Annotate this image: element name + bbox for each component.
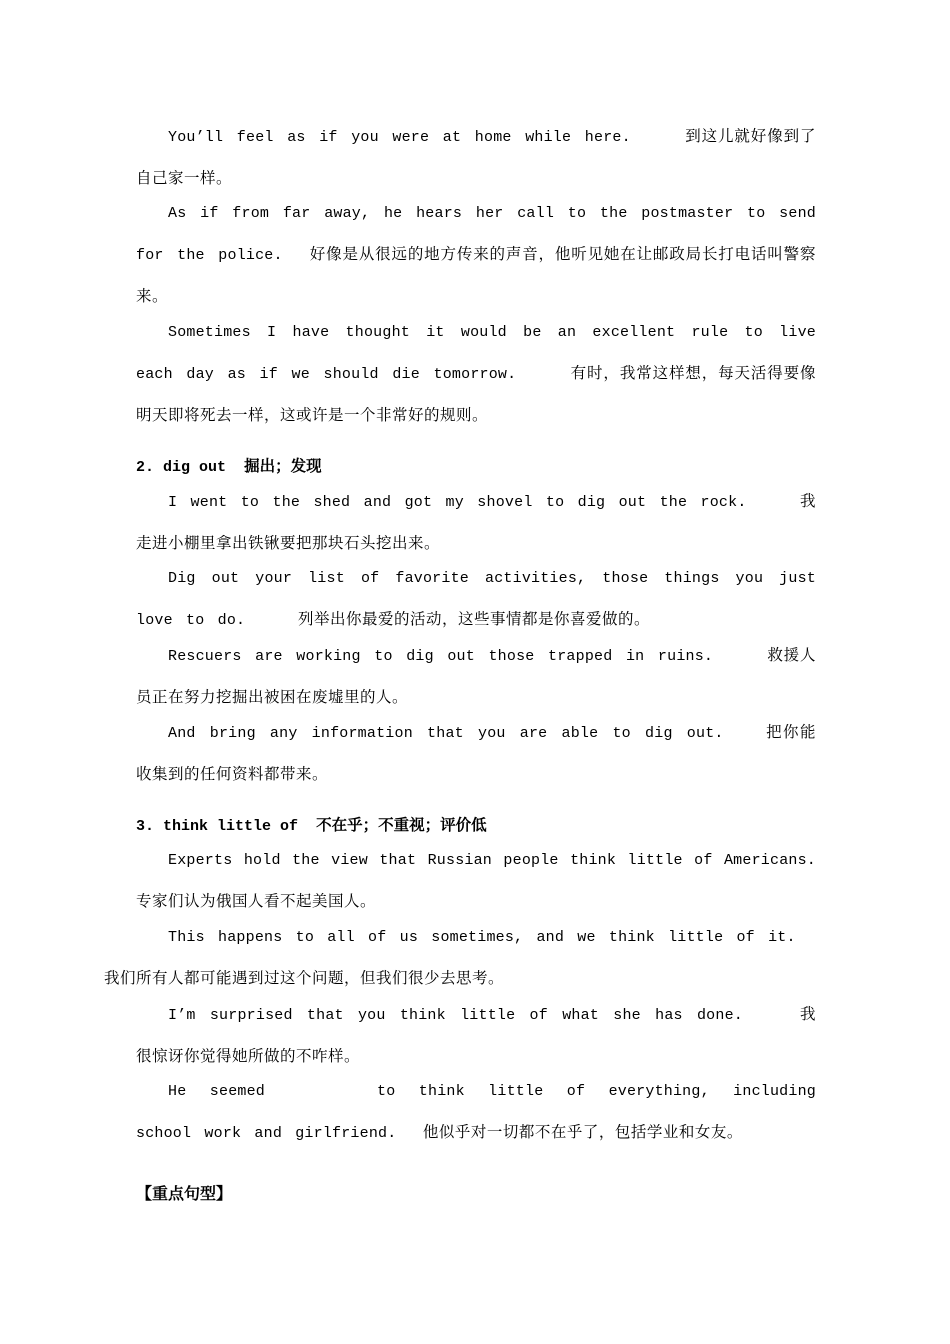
heading-meaning: 掘出；发现 [244, 457, 322, 475]
heading-meaning: 不在乎；不重视；评价低 [316, 816, 487, 834]
chinese-translation: 把你能收集到的任何资料都带来。 [136, 723, 816, 783]
chinese-translation: 好像是从很远的地方传来的声音，他听见她在让邮政局长打电话叫警察来。 [136, 245, 816, 305]
heading-phrase: think little of [163, 818, 299, 835]
chinese-translation: 他似乎对一切都不在乎了，包括学业和女友。 [422, 1123, 743, 1141]
english-sentence: As if from far away, he hears her call to the postmaster to send for the police. [136, 205, 816, 264]
example-sentence [136, 481, 816, 565]
example-sentence [136, 994, 816, 1078]
phrase-heading-think-little-of [136, 813, 816, 839]
english-sentence: And bring any information that you are able to dig out. [168, 725, 724, 742]
phrase-heading-dig-out [136, 454, 816, 480]
key-sentences-heading: 【重点句型】 [136, 1184, 233, 1203]
english-sentence-start: He seemed [168, 1083, 265, 1100]
example-sentence [104, 917, 816, 1000]
example-sentence [136, 840, 816, 923]
example-sentence [136, 312, 816, 437]
chinese-translation: 列举出你最爱的活动，这些事情都是你喜爱做的。 [298, 610, 651, 628]
example-sentence [136, 193, 816, 318]
example-sentence [136, 635, 816, 719]
example-sentence [136, 712, 816, 796]
chinese-translation: 有时，我常这样想，每天活得要像明天即将死去一样，这或许是一个非常好的规则。 [136, 364, 817, 424]
english-sentence: I went to the shed and got my shovel to dig out the rock. [168, 494, 747, 511]
english-sentence: Dig out your list of favorite activities, those things you just love to do. [136, 570, 816, 629]
heading-number: 3. [136, 818, 155, 835]
english-sentence: Sometimes I have thought it would be an excellent rule to live each day as if we should die tomorrow. [136, 324, 816, 383]
example-sentence [136, 558, 816, 641]
chinese-translation: 到这儿就好像到了自己家一样。 [136, 127, 816, 187]
example-sentence [136, 1071, 816, 1154]
chinese-translation: 专家们认为俄国人看不起美国人。 [136, 892, 377, 910]
chinese-translation: 我走进小棚里拿出铁锹要把那块石头挖出来。 [136, 492, 817, 552]
example-sentence [136, 116, 816, 200]
heading-phrase: dig out [163, 459, 227, 476]
heading-number: 2. [136, 459, 155, 476]
english-sentence: I’m surprised that you think little of what she has done. [168, 1007, 743, 1024]
english-sentence: This happens to all of us sometimes, and we think little of it. [168, 929, 796, 946]
english-sentence-end: to think little of everything, including school work and girlfriend. [136, 1083, 816, 1142]
chinese-translation: 我们所有人都可能遇到过这个问题，但我们很少去思考。 [104, 969, 505, 987]
english-sentence: Experts hold the view that Russian people think little of Americans. [168, 852, 816, 869]
chinese-translation: 救援人员正在努力挖掘出被困在废墟里的人。 [136, 646, 816, 706]
chinese-translation: 我很惊讶你觉得她所做的不咋样。 [136, 1005, 817, 1065]
english-sentence: You’ll feel as if you were at home while here. [168, 129, 631, 146]
english-sentence: Rescuers are working to dig out those trapped in ruins. [168, 648, 714, 665]
